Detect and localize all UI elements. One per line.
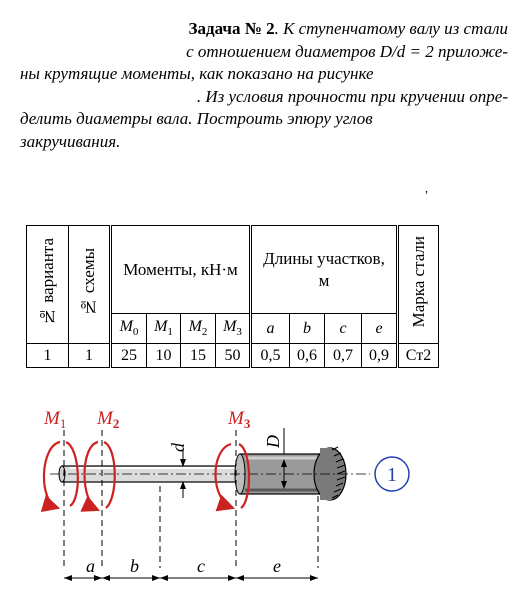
length-dimensions xyxy=(64,556,318,581)
steel-header-cell: Марка стали xyxy=(398,226,439,344)
m2-label: $M_2$ xyxy=(97,408,120,431)
dim-c: c xyxy=(197,556,205,576)
cell-m2: 15 xyxy=(181,344,216,368)
col-m0: $M_0$ xyxy=(111,314,147,344)
task-line-2: с отношением диаметров D/d = 2 приложе- xyxy=(186,41,508,61)
task-line-3: ны крутящие моменты, как показано на рисунке xyxy=(20,64,374,83)
fixed-support xyxy=(314,447,346,500)
stray-mark: , xyxy=(425,181,428,195)
dim-a: a xyxy=(86,556,95,576)
task-line-6: закручивания. xyxy=(20,131,121,151)
cell-m3: 50 xyxy=(216,344,251,368)
col-a: a xyxy=(251,314,290,344)
task-line-5: делить диаметры вала. Построить эпюру углов xyxy=(20,109,373,128)
col-m3: $M_3$ xyxy=(216,314,251,344)
moments-header: Моменты, кН·м xyxy=(111,226,251,314)
scheme-header-cell: № схемы xyxy=(69,226,111,344)
moment-m1-arrow xyxy=(44,442,60,508)
svg-text:1: 1 xyxy=(387,464,397,486)
task-statement xyxy=(20,18,508,153)
table-row xyxy=(27,344,439,368)
col-m1: $M_1$ xyxy=(147,314,181,344)
cell-a: 0,5 xyxy=(251,344,290,368)
dim-e: e xyxy=(273,556,281,576)
dim-b: b xyxy=(130,556,139,576)
parameters-table xyxy=(26,225,439,368)
D-label: D xyxy=(263,435,283,448)
m3-label: $M_3$ xyxy=(228,408,251,431)
cell-m0: 25 xyxy=(111,344,147,368)
m1-label: $M_1$ xyxy=(44,408,67,431)
col-c: c xyxy=(325,314,362,344)
d-label: d xyxy=(168,443,188,452)
col-m2: $M_2$ xyxy=(181,314,216,344)
scheme-number-badge xyxy=(375,457,409,491)
lengths-header: Длины участков, м xyxy=(251,226,398,314)
task-number: Задача № 2 xyxy=(188,19,275,38)
task-line-1: Задача № 2. К ступенчатому валу из стали xyxy=(188,19,508,38)
section-lines xyxy=(64,430,318,568)
shaft-scheme xyxy=(0,390,526,613)
cell-c: 0,7 xyxy=(325,344,362,368)
col-b: b xyxy=(290,314,325,344)
cell-scheme: 1 xyxy=(69,344,111,368)
task-line-4: . Из условия прочности при кручении опре- xyxy=(196,86,508,106)
cell-variant: 1 xyxy=(27,344,69,368)
cell-e: 0,9 xyxy=(362,344,398,368)
col-e: e xyxy=(362,314,398,344)
cell-b: 0,6 xyxy=(290,344,325,368)
cell-steel: Ст2 xyxy=(398,344,439,368)
cell-m1: 10 xyxy=(147,344,181,368)
variant-header-cell: № варианта xyxy=(27,226,69,344)
